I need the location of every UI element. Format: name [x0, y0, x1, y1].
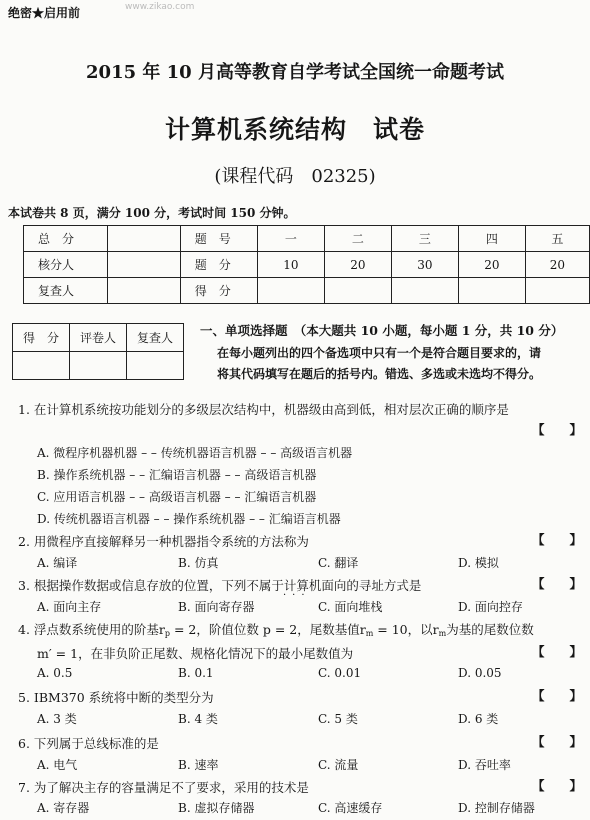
answer-bracket: 【 】 [532, 688, 583, 703]
question-4-text: = 10，以r [373, 622, 439, 637]
grader-score-cell [13, 352, 70, 380]
score-table-row [24, 252, 590, 278]
question-3: 3. 根据操作数据或信息存放的位置，下列不属于计算机面向的寻址方式是 [18, 578, 422, 593]
option-c: C. 流量 [318, 758, 359, 772]
option-a: A. 3 类 [37, 712, 77, 726]
exam-info: 本试卷共 8 页，满分 100 分，考试时间 150 分钟。 [8, 206, 296, 220]
question-header: 五 [525, 226, 589, 252]
grader-table [12, 323, 184, 380]
option-a: A. 寄存器 [37, 801, 90, 815]
grader-score-label: 得 分 [13, 324, 70, 352]
option-c: C. 翻译 [318, 556, 359, 570]
question-header: 三 [391, 226, 458, 252]
score-cell [458, 278, 525, 304]
option-d: D. 传统机器语言机器 – – 操作系统机器 – – 汇编语言机器 [37, 512, 341, 526]
points-label: 题 分 [180, 252, 257, 278]
question-4-line2: m′ = 1，在非负阶正尾数、规格化情况下的最小尾数值为 [37, 646, 354, 661]
option-b: B. 4 类 [178, 712, 218, 726]
score-table-row [24, 278, 590, 304]
question-no-label: 题 号 [180, 226, 257, 252]
checker-cell [108, 278, 181, 304]
confidential-label: 绝密★启用前 [8, 6, 81, 20]
question-6: 6. 下列属于总线标准的是 [18, 736, 159, 751]
score-cell [257, 278, 324, 304]
points-cell: 30 [391, 252, 458, 278]
reviewer-label: 核分人 [24, 252, 108, 278]
question-2: 2. 用微程序直接解释另一种机器指令系统的方法称为 [18, 534, 309, 549]
option-c: C. 5 类 [318, 712, 358, 726]
score-table [23, 225, 590, 304]
question-4 [18, 620, 534, 638]
option-b: B. 速率 [178, 758, 219, 772]
subscript: m [365, 629, 374, 638]
question-4-text: 4. 浮点数系统使用的阶基r [18, 622, 165, 637]
question-1: 1. 在计算机系统按功能划分的多级层次结构中，机器级由高到低，相对层次正确的顺序是 [18, 402, 509, 417]
option-d: D. 6 类 [458, 712, 499, 726]
answer-bracket: 【 】 [532, 422, 583, 437]
option-c: C. 高速缓存 [318, 801, 383, 815]
score-cell [324, 278, 391, 304]
total-score-cell [108, 226, 181, 252]
points-cell: 20 [324, 252, 391, 278]
option-a: A. 编译 [37, 556, 78, 570]
grader-checker-cell [127, 352, 184, 380]
option-d: D. 吞吐率 [458, 758, 511, 772]
points-cell: 10 [257, 252, 324, 278]
emphasis-dots: ··· [283, 590, 311, 601]
option-b: B. 操作系统机器 – – 汇编语言机器 – – 高级语言机器 [37, 468, 317, 482]
option-d: D. 0.05 [458, 666, 502, 680]
section-instruction: 在每小题列出的四个备选项中只有一个是符合题目要求的，请 [217, 346, 542, 360]
question-4-text: 为基的尾数位数 [446, 622, 534, 637]
section-title: 一、单项选择题 （本大题共 10 小题，每小题 1 分，共 10 分） [200, 323, 564, 338]
answer-bracket: 【 】 [532, 778, 583, 793]
grader-label: 评卷人 [70, 324, 127, 352]
checker-label: 复查人 [24, 278, 108, 304]
option-d: D. 面向控存 [458, 600, 523, 614]
option-b: B. 0.1 [178, 666, 214, 680]
score-cell [525, 278, 589, 304]
score-label: 得 分 [180, 278, 257, 304]
answer-bracket: 【 】 [532, 644, 583, 659]
option-c: C. 0.01 [318, 666, 362, 680]
exam-headline: 2015 年 10 月高等教育自学考试全国统一命题考试 [86, 62, 504, 83]
score-cell [391, 278, 458, 304]
grader-cell [70, 352, 127, 380]
watermark: www.zikao.com [125, 2, 195, 12]
score-table-row [24, 226, 590, 252]
question-header: 二 [324, 226, 391, 252]
option-a: A. 电气 [37, 758, 78, 772]
option-a: A. 0.5 [37, 666, 73, 680]
answer-bracket: 【 】 [532, 576, 583, 591]
question-4-text: = 2，阶值位数 p = 2，尾数基值r [170, 622, 366, 637]
total-score-label: 总 分 [24, 226, 108, 252]
question-7: 7. 为了解决主存的容量满足不了要求，采用的技术是 [18, 780, 309, 795]
reviewer-cell [108, 252, 181, 278]
course-code: (课程代码 02325) [214, 166, 376, 187]
subscript: m [438, 629, 447, 638]
answer-bracket: 【 】 [532, 734, 583, 749]
option-c: C. 面向堆栈 [318, 600, 383, 614]
answer-bracket: 【 】 [532, 532, 583, 547]
grader-table-row [13, 352, 184, 380]
option-b: B. 虚拟存储器 [178, 801, 255, 815]
grader-table-row [13, 324, 184, 352]
question-5: 5. IBM370 系统将中断的类型分为 [18, 690, 214, 705]
option-b: B. 仿真 [178, 556, 219, 570]
option-b: B. 面向寄存器 [178, 600, 255, 614]
question-header: 一 [257, 226, 324, 252]
points-cell: 20 [525, 252, 589, 278]
question-header: 四 [458, 226, 525, 252]
points-cell: 20 [458, 252, 525, 278]
option-c: C. 应用语言机器 – – 高级语言机器 – – 汇编语言机器 [37, 490, 317, 504]
subscript: p [164, 629, 171, 638]
section-instruction: 将其代码填写在题后的括号内。错选、多选或未选均不得分。 [217, 367, 542, 381]
option-d: D. 控制存储器 [458, 801, 535, 815]
option-a: A. 微程序机器机器 – – 传统机器语言机器 – – 高级语言机器 [37, 446, 353, 460]
grader-checker-label: 复查人 [127, 324, 184, 352]
option-d: D. 模拟 [458, 556, 499, 570]
option-a: A. 面向主存 [37, 600, 102, 614]
paper-title: 计算机系统结构 试卷 [164, 115, 425, 144]
